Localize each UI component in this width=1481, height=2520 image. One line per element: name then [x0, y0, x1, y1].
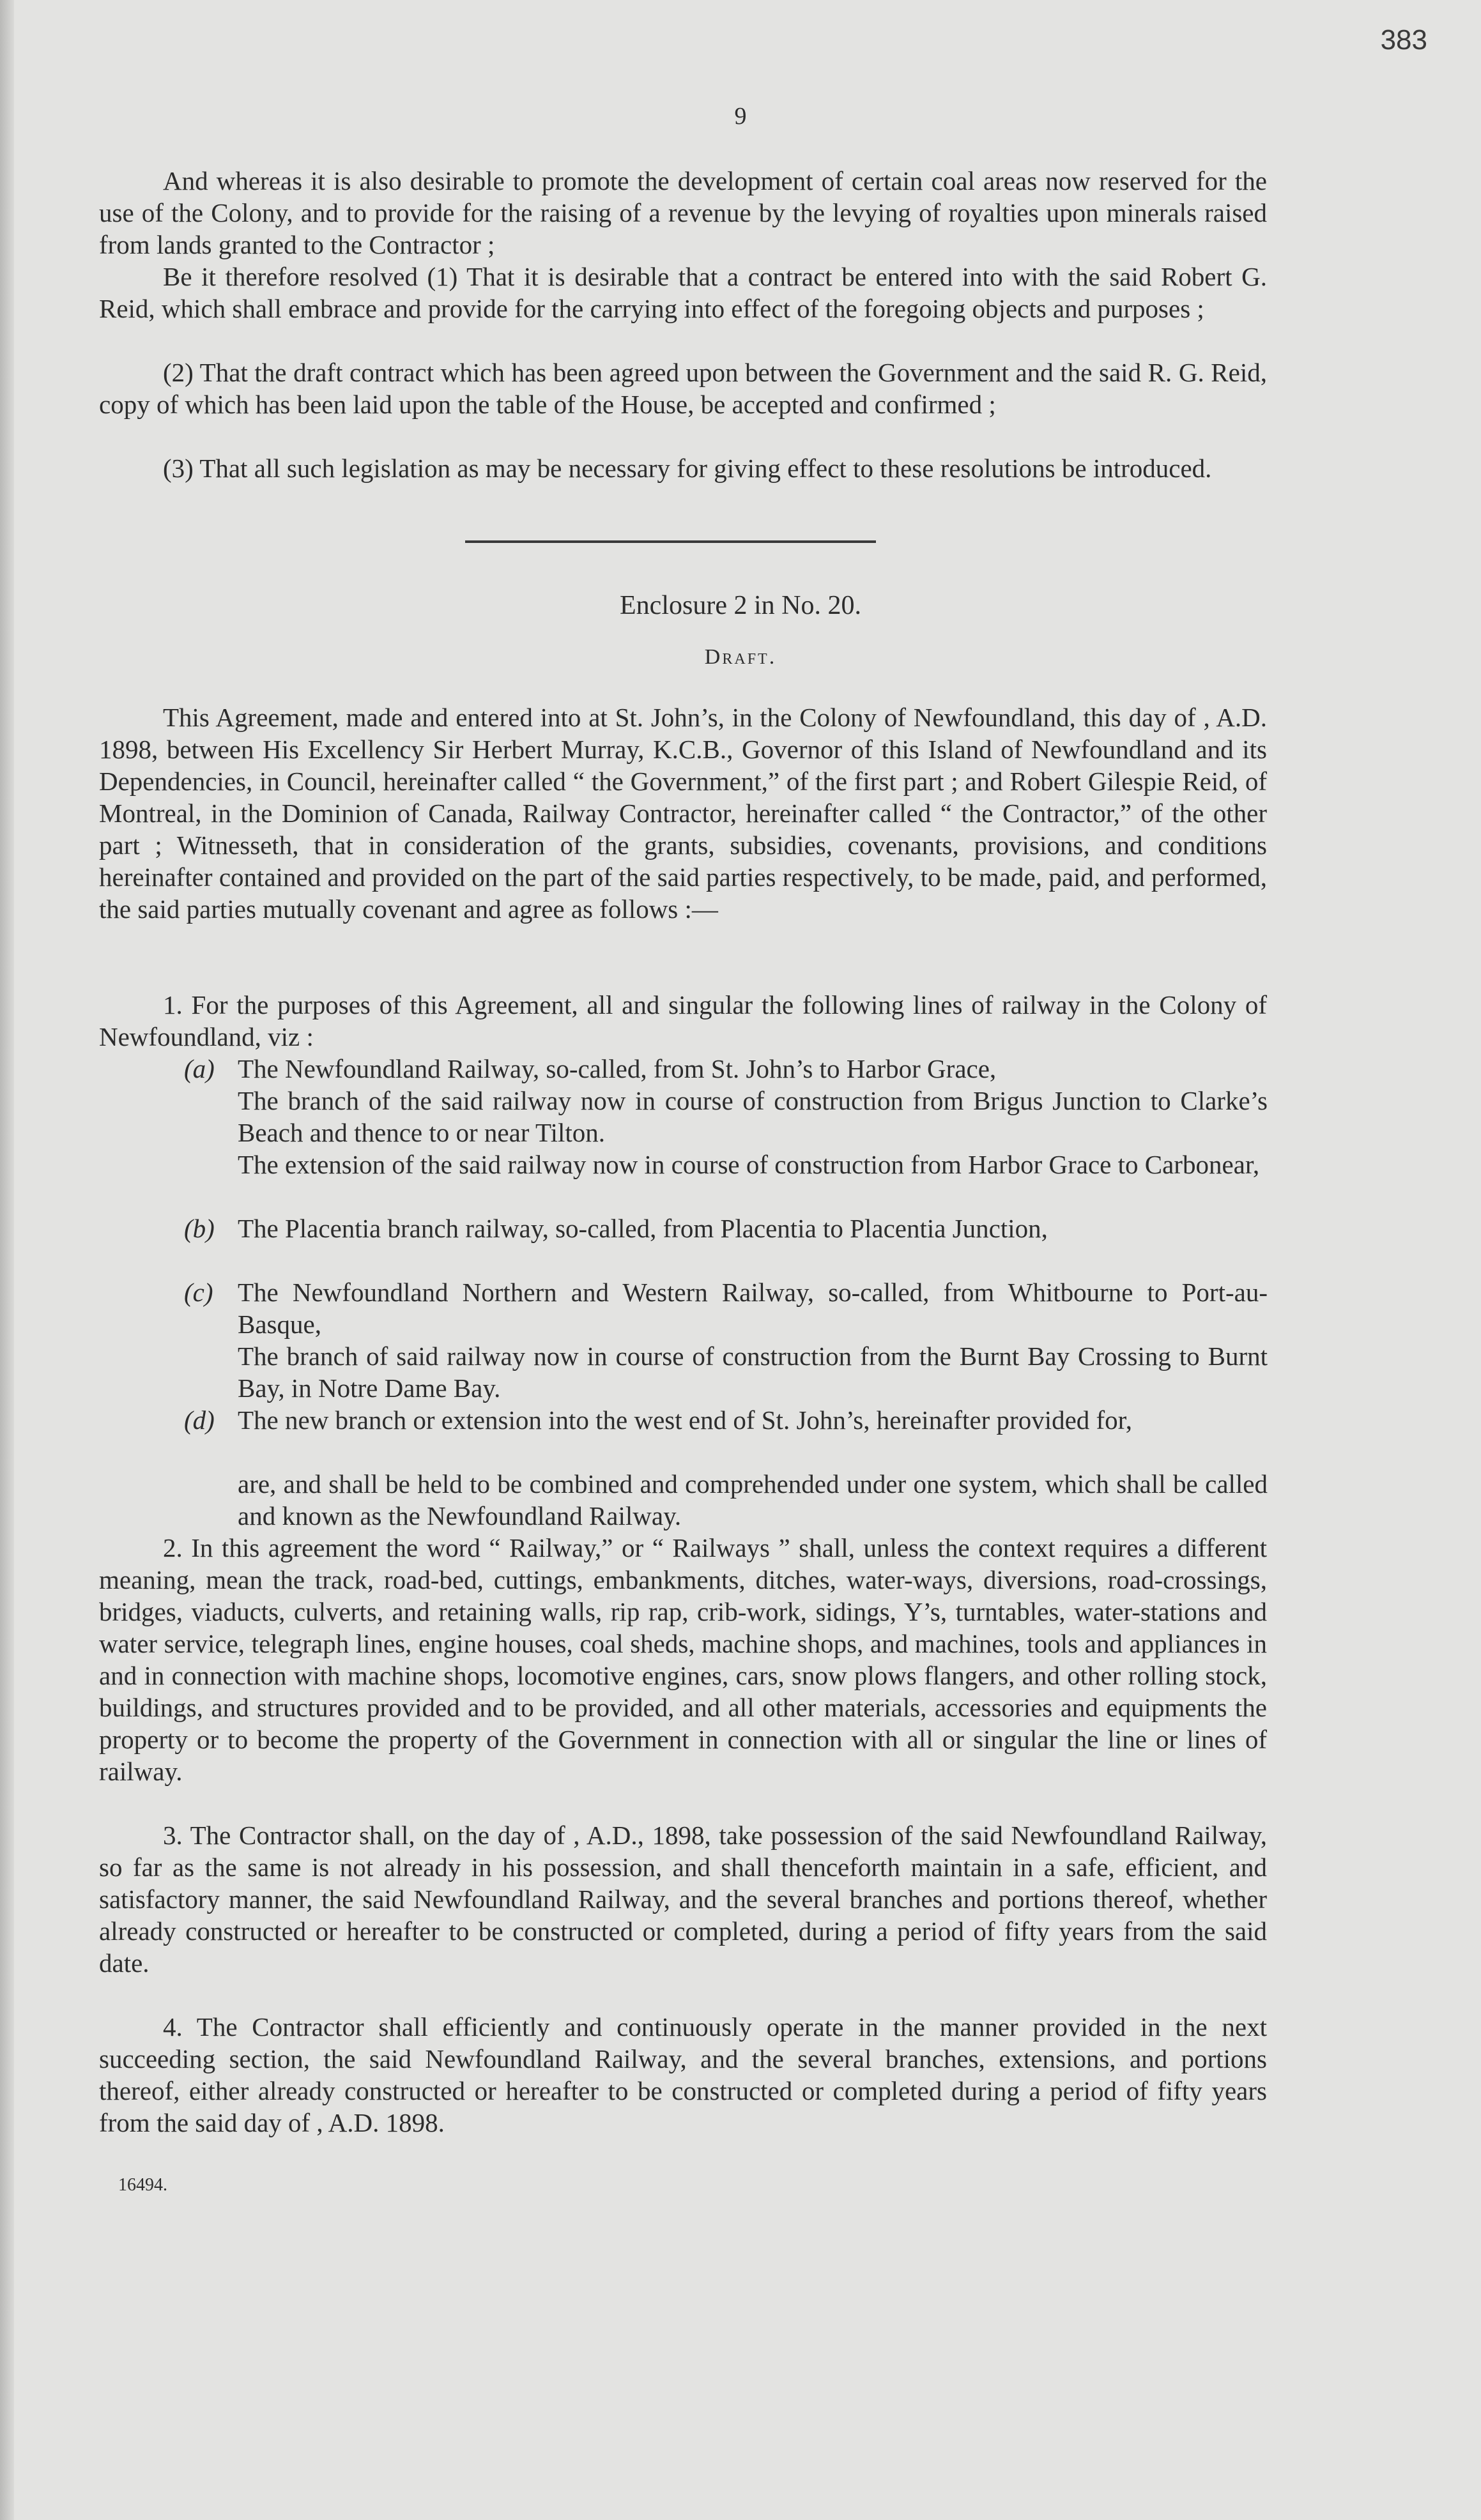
page-number: 9 [734, 103, 747, 130]
intro-paragraph-1: And whereas it is also desirable to promote the development of certain coal areas now reserved for the use of the Colony, and to provide for the raising of a revenue by the levying of royalties upon minerals raised from lands granted to the Contractor ; [99, 166, 1267, 259]
section-1-closing: are, and shall be held to be combined and comprehended under one system, which shall be called and known as the Newfoundland Railway. [238, 1469, 1268, 1531]
item-d-line-1: The new branch or extension into the west end of St. John’s, hereinafter provided for, [238, 1405, 1132, 1435]
item-a-line-2: The branch of the said railway now in course of construction from Brigus Junction to Clarke’s Beach and thence to or near Tilton. [238, 1086, 1268, 1147]
item-c-line-1: The Newfoundland Northern and Western Railway, so-called, from Whitbourne to Port-au-Basque, [238, 1278, 1268, 1339]
section-1: 1. For the purposes of this Agreement, all and singular the following lines of railway in the Colony of Newfoundland, viz : [99, 990, 1267, 1051]
section-2: 2. In this agreement the word “ Railway,” or “ Railways ” shall, unless the context requires a different meaning, mean the track, road-bed, cuttings, embankments, ditches, water-ways, diversions, road-crossings, bridges, viaducts, culverts, and retaining walls, rip rap, crib-work, sidings, Y’s, turntables, water-stations and water service, telegraph lines, engine houses, coal sheds, machine shops, and machines, tools and appliances in and in connection with machine shops, locomotive engines, cars, snow plows flangers, and other rolling stock, buildings, and structures provided and to be provided, and all other materials, accessories and equipments the property or to become the property of the Government in connection with all or singular the line or lines of railway. [99, 1533, 1267, 1786]
agreement-preamble: This Agreement, made and entered into at St. John’s, in the Colony of Newfoundland, this day of , A.D. 1898, between His Excellency Sir Herbert Murray, K.C.B., Governor of this Island of Newfoundland and its Dependencies, in Council, hereinafter called “ the Government,” of the first part ; and Robert Gilespie Reid, of Montreal, in the Dominion of Canada, Railway Contractor, hereinafter called “ the Contractor,” of the other part ; Witnesseth, that in consideration of the grants, subsidies, covenants, provisions, and conditions hereinafter contained and provided on the part of the said parties respectively, to be made, paid, and performed, the said parties mutually covenant and agree as follows :— [99, 703, 1267, 924]
item-a-line-3: The extension of the said railway now in course of construction from Harbor Grace to Carbonear, [238, 1150, 1260, 1179]
section-3: 3. The Contractor shall, on the day of , A.D., 1898, take possession of the said Newfoundland Railway, so far as the same is not already in his possession, and shall thenceforth maintain in a safe, efficient, and satisfactory manner, the said Newfoundland Railway, and the several branches and portions thereof, whether already constructed or hereafter to be constructed or completed, during a period of fifty years from the said date. [99, 1821, 1267, 1978]
item-b-label: (b) [184, 1214, 215, 1243]
scan-margin-shadow [0, 0, 14, 2520]
section-divider [465, 540, 876, 543]
item-a-label: (a) [184, 1054, 215, 1083]
print-code: 16494. [118, 2175, 167, 2195]
intro-paragraph-4: (3) That all such legislation as may be necessary for giving effect to these resolutions be introduced. [163, 454, 1212, 483]
enclosure-heading: Enclosure 2 in No. 20. [620, 591, 861, 620]
intro-paragraph-2: Be it therefore resolved (1) That it is desirable that a contract be entered into with the said Robert G. Reid, which shall embrace and provide for the carrying into effect of the foregoing objects and purposes ; [99, 262, 1267, 323]
item-a-line-1: The Newfoundland Railway, so-called, from St. John’s to Harbor Grace, [238, 1054, 997, 1083]
draft-heading: Draft. [704, 645, 777, 669]
archive-page-stamp: 383 [1380, 24, 1427, 56]
item-c-label: (c) [184, 1278, 213, 1307]
item-d-label: (d) [184, 1405, 215, 1435]
item-c-line-2: The branch of said railway now in course of construction from the Burnt Bay Crossing to Burnt Bay, in Notre Dame Bay. [238, 1341, 1268, 1403]
section-4: 4. The Contractor shall efficiently and continuously operate in the manner provided in the next succeeding section, the said Newfoundland Railway, and the several branches, extensions, and portions thereof, either already constructed or hereafter to be constructed or completed during a period of fifty years from the said day of , A.D. 1898. [99, 2012, 1267, 2137]
item-b-line-1: The Placentia branch railway, so-called, from Placentia to Placentia Junction, [238, 1214, 1048, 1243]
intro-paragraph-3: (2) That the draft contract which has been agreed upon between the Government and the said R. G. Reid, copy of which has been laid upon the table of the House, be accepted and confirmed ; [99, 358, 1267, 419]
